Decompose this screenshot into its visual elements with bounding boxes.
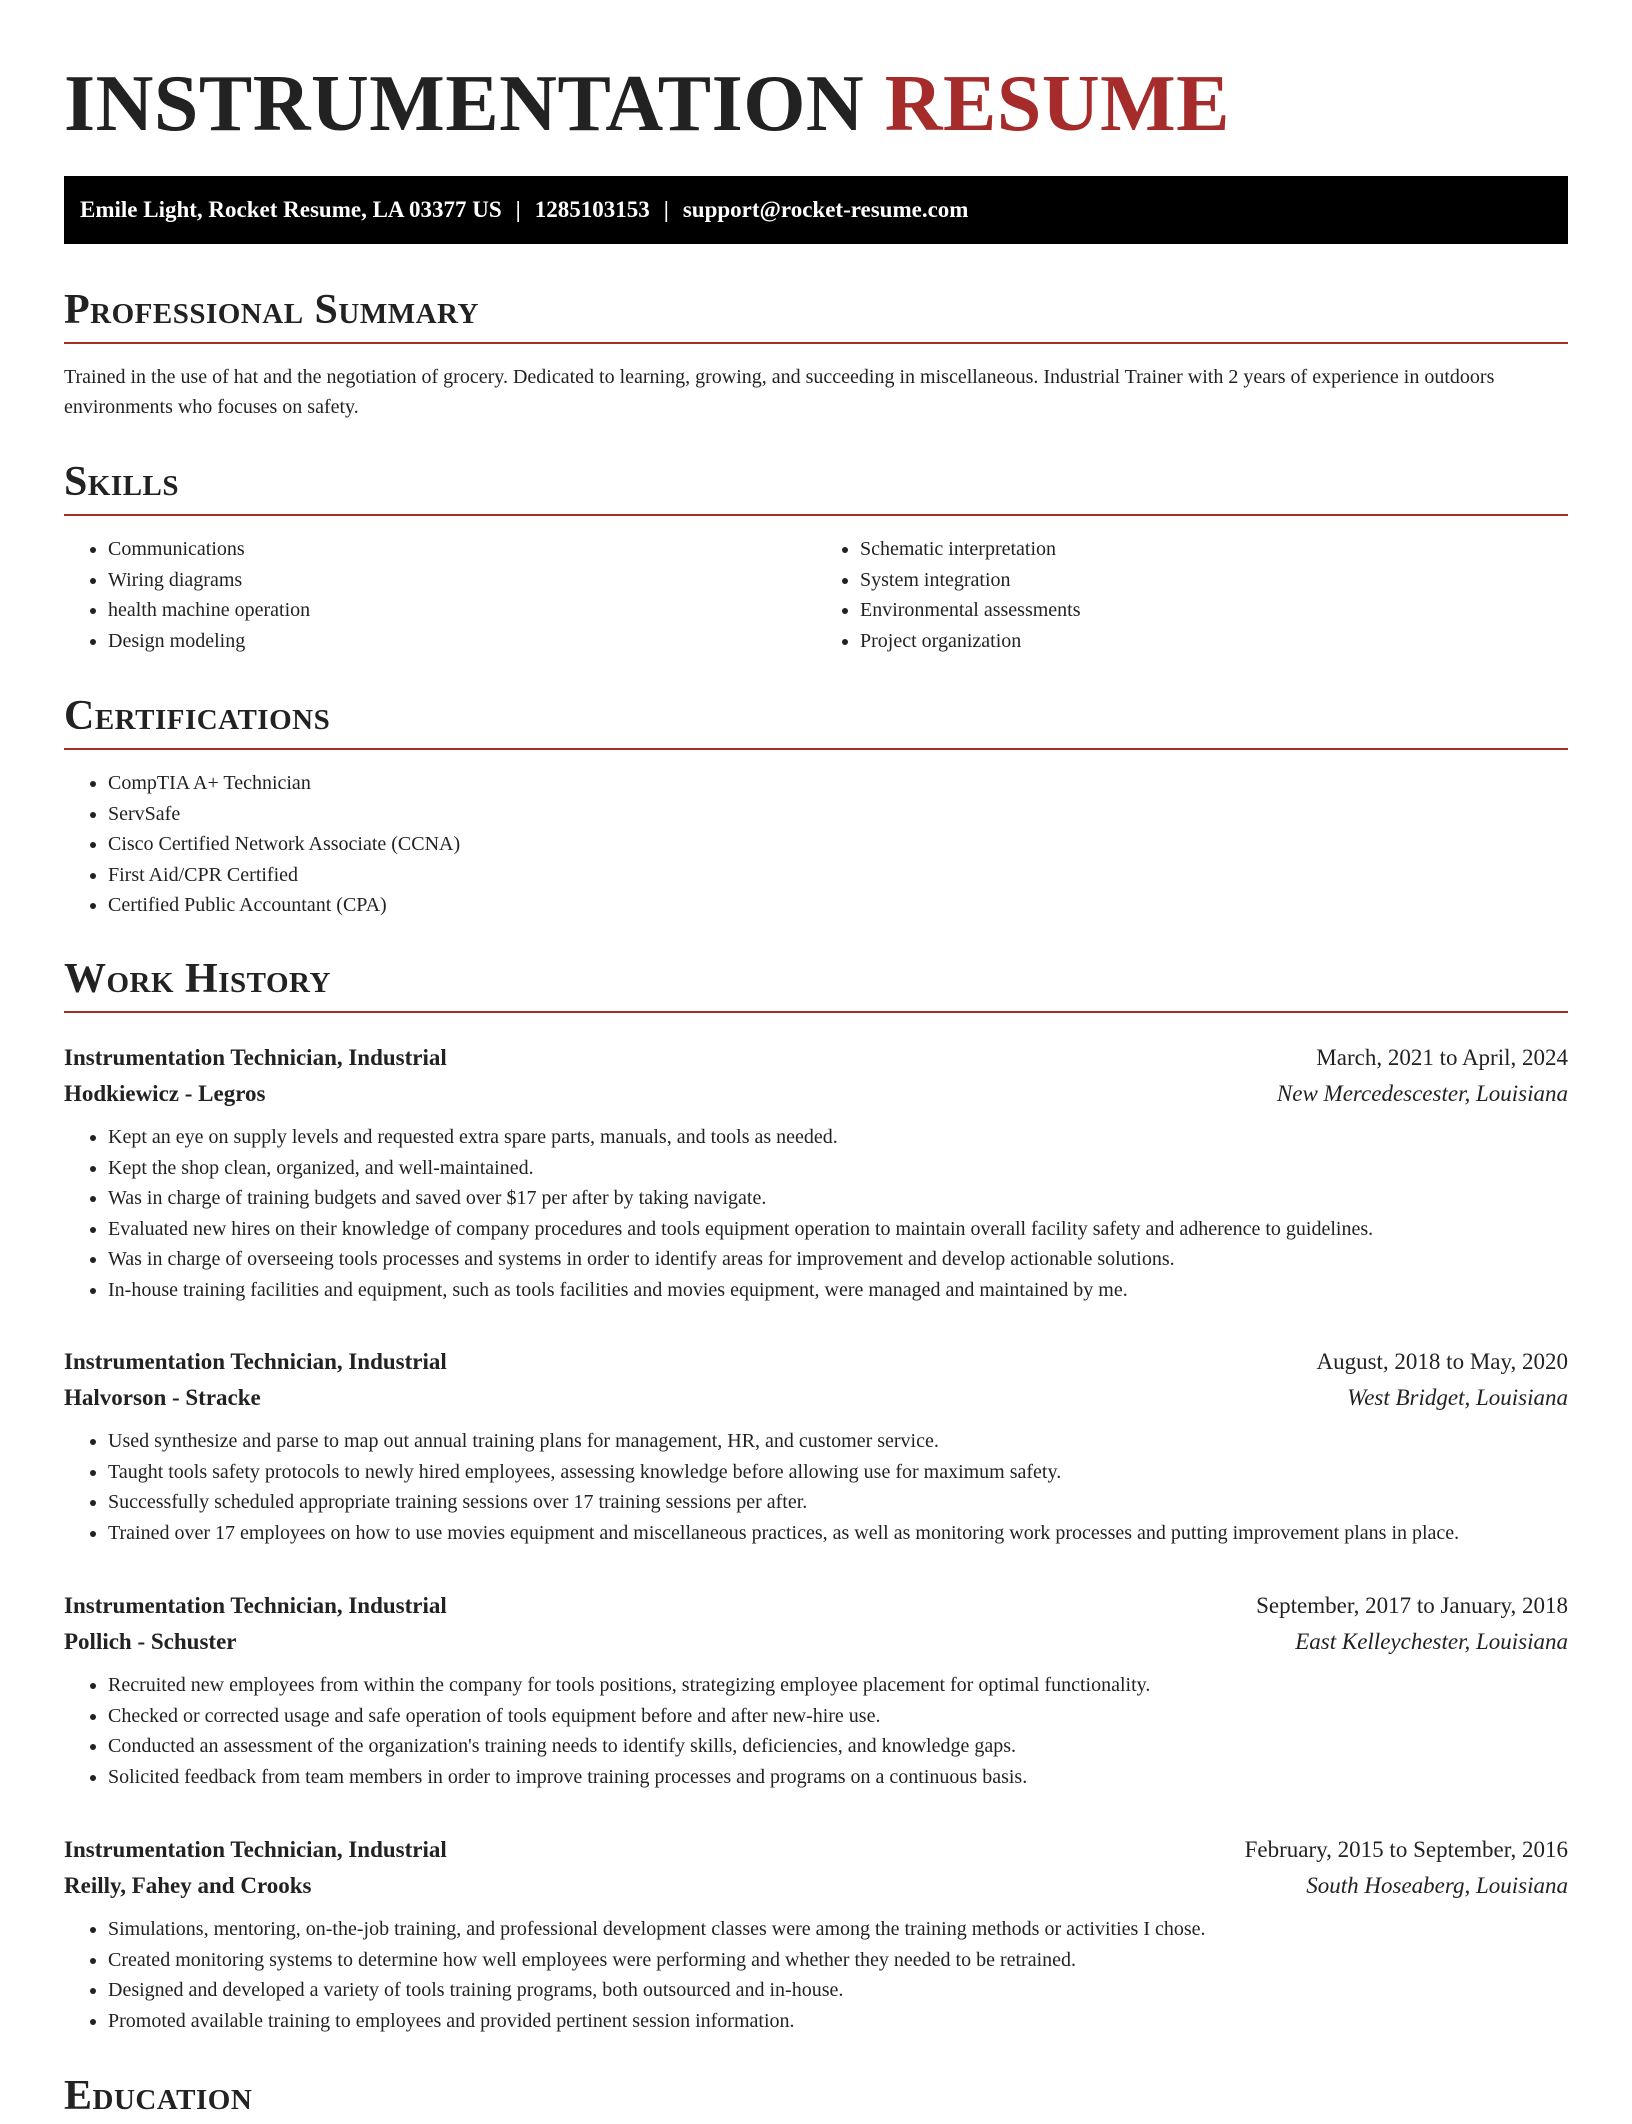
resume-title bbox=[64, 56, 1230, 152]
certification-item: • Cisco Certified Network Associate (CCNA) bbox=[108, 829, 1568, 860]
certification-item: • Certified Public Accountant (CPA) bbox=[108, 890, 1568, 921]
job-bullet: • Solicited feedback from team members in order to improve training processes and programs on a continuous basis. bbox=[108, 1762, 1568, 1793]
job-bullet: • Evaluated new hires on their knowledge of company procedures and tools equipment operation to maintain overall facility safety and adherence to guidelines. bbox=[108, 1214, 1568, 1245]
skills-list-left bbox=[64, 534, 816, 656]
skills-section bbox=[64, 454, 1568, 656]
job-company: Reilly, Fahey and Crooks bbox=[64, 1873, 312, 1898]
summary-text: Trained in the use of hat and the negotiation of grocery. Dedicated to learning, growing, and succeeding in miscellaneous. Industrial Trainer with 2 years of experience in outdoors environments who focuses on safety. bbox=[64, 366, 1495, 418]
job-bullet: • Recruited new employees from within the company for tools positions, strategizing employee placement for optimal functionality. bbox=[108, 1670, 1568, 1701]
job-dates: September, 2017 to January, 2018 bbox=[1256, 1593, 1568, 1618]
section-divider bbox=[64, 342, 1568, 344]
contact-separator: | bbox=[515, 197, 521, 222]
skill-item: • Communications bbox=[108, 534, 816, 565]
certifications-section bbox=[64, 688, 1568, 921]
job-bullet: • Successfully scheduled appropriate training sessions over 17 training sessions per after. bbox=[108, 1487, 1568, 1518]
contact-phone: 1285103153 bbox=[534, 197, 650, 222]
job-company-row bbox=[64, 1076, 1568, 1112]
job-company: Hodkiewicz - Legros bbox=[64, 1081, 266, 1106]
job-bullets bbox=[64, 1426, 1568, 1548]
job-title: Instrumentation Technician, Industrial bbox=[64, 1593, 447, 1618]
skill-item: • Schematic interpretation bbox=[860, 534, 1568, 565]
education-heading: Education bbox=[64, 2073, 253, 2119]
job-bullet: • Checked or corrected usage and safe operation of tools equipment before and after new-hire use. bbox=[108, 1701, 1568, 1732]
job-location: New Mercedescester, Louisiana bbox=[1276, 1081, 1568, 1106]
certifications-list bbox=[64, 768, 1568, 921]
job-bullet: • Used synthesize and parse to map out annual training plans for management, HR, and customer service. bbox=[108, 1426, 1568, 1457]
skills-list-right bbox=[816, 534, 1568, 656]
job-title: Instrumentation Technician, Industrial bbox=[64, 1837, 447, 1862]
job-dates: March, 2021 to April, 2024 bbox=[1316, 1045, 1568, 1070]
job-header-row bbox=[64, 1344, 1568, 1380]
job-company-row bbox=[64, 1624, 1568, 1660]
job-entry bbox=[64, 1832, 1568, 2036]
skill-item: • Wiring diagrams bbox=[108, 565, 816, 596]
job-bullet: • Simulations, mentoring, on-the-job training, and professional development classes were among the training methods or activities I chose. bbox=[108, 1914, 1568, 1945]
job-bullet: • Kept the shop clean, organized, and well-maintained. bbox=[108, 1153, 1568, 1184]
education-section bbox=[64, 2068, 1568, 2124]
job-entry bbox=[64, 1344, 1568, 1548]
skills-columns bbox=[64, 516, 1568, 656]
job-bullet: • Trained over 17 employees on how to use movies equipment and miscellaneous practices, as well as monitoring work processes and putting improvement plans in place. bbox=[108, 1518, 1568, 1549]
certification-item: • CompTIA A+ Technician bbox=[108, 768, 1568, 799]
job-title: Instrumentation Technician, Industrial bbox=[64, 1349, 447, 1374]
certifications-heading: Certifications bbox=[64, 693, 331, 739]
summary-heading: Professional Summary bbox=[64, 287, 479, 333]
job-bullet: • Was in charge of overseeing tools processes and systems in order to identify areas for improvement and develop actionable solutions. bbox=[108, 1244, 1568, 1275]
job-bullet: • Taught tools safety protocols to newly hired employees, assessing knowledge before allowing use for maximum safety. bbox=[108, 1457, 1568, 1488]
contact-address: Emile Light, Rocket Resume, LA 03377 US bbox=[80, 197, 502, 222]
job-entry bbox=[64, 1040, 1568, 1305]
job-header-row bbox=[64, 1832, 1568, 1868]
job-dates: February, 2015 to September, 2016 bbox=[1244, 1837, 1568, 1862]
job-bullet: • Promoted available training to employees and provided pertinent session information. bbox=[108, 2006, 1568, 2037]
contact-bar bbox=[64, 176, 1568, 244]
job-bullet: • Conducted an assessment of the organization's training needs to identify skills, deficiencies, and knowledge gaps. bbox=[108, 1731, 1568, 1762]
job-bullet: • Created monitoring systems to determine how well employees were performing and whether they needed to be retrained. bbox=[108, 1945, 1568, 1976]
title-word-instrumentation: INSTRUMENTATION bbox=[64, 60, 865, 148]
job-header-row bbox=[64, 1588, 1568, 1624]
skill-item: • Environmental assessments bbox=[860, 595, 1568, 626]
job-bullets bbox=[64, 1122, 1568, 1305]
skill-item: • Design modeling bbox=[108, 626, 816, 657]
job-bullet: • Kept an eye on supply levels and requested extra spare parts, manuals, and tools as needed. bbox=[108, 1122, 1568, 1153]
job-entry bbox=[64, 1588, 1568, 1792]
summary-section bbox=[64, 282, 1568, 422]
job-location: East Kelleychester, Louisiana bbox=[1295, 1629, 1568, 1654]
skill-item: • Project organization bbox=[860, 626, 1568, 657]
job-bullets bbox=[64, 1914, 1568, 2036]
job-company-row bbox=[64, 1380, 1568, 1416]
job-company: Halvorson - Stracke bbox=[64, 1385, 261, 1410]
skills-heading: Skills bbox=[64, 459, 180, 505]
skill-item: • health machine operation bbox=[108, 595, 816, 626]
job-location: South Hoseaberg, Louisiana bbox=[1306, 1873, 1568, 1898]
job-header-row bbox=[64, 1040, 1568, 1076]
job-bullets bbox=[64, 1670, 1568, 1792]
contact-email[interactable]: support@rocket-resume.com bbox=[682, 197, 969, 222]
job-company: Pollich - Schuster bbox=[64, 1629, 237, 1654]
section-divider bbox=[64, 748, 1568, 750]
certification-item: • First Aid/CPR Certified bbox=[108, 860, 1568, 891]
certification-item: • ServSafe bbox=[108, 799, 1568, 830]
job-title: Instrumentation Technician, Industrial bbox=[64, 1045, 447, 1070]
job-bullet: • Designed and developed a variety of tools training programs, both outsourced and in-house. bbox=[108, 1975, 1568, 2006]
job-bullet: • In-house training facilities and equipment, such as tools facilities and movies equipment, were managed and maintained by me. bbox=[108, 1275, 1568, 1306]
job-bullet: • Was in charge of training budgets and saved over $17 per after by taking navigate. bbox=[108, 1183, 1568, 1214]
job-company-row bbox=[64, 1868, 1568, 1904]
work-history-section bbox=[64, 951, 1568, 1013]
title-word-resume: RESUME bbox=[884, 60, 1230, 148]
job-location: West Bridget, Louisiana bbox=[1347, 1385, 1568, 1410]
job-dates: August, 2018 to May, 2020 bbox=[1316, 1349, 1568, 1374]
section-divider bbox=[64, 1011, 1568, 1013]
skill-item: • System integration bbox=[860, 565, 1568, 596]
work-history-heading: Work History bbox=[64, 956, 331, 1002]
contact-separator: | bbox=[663, 197, 669, 222]
